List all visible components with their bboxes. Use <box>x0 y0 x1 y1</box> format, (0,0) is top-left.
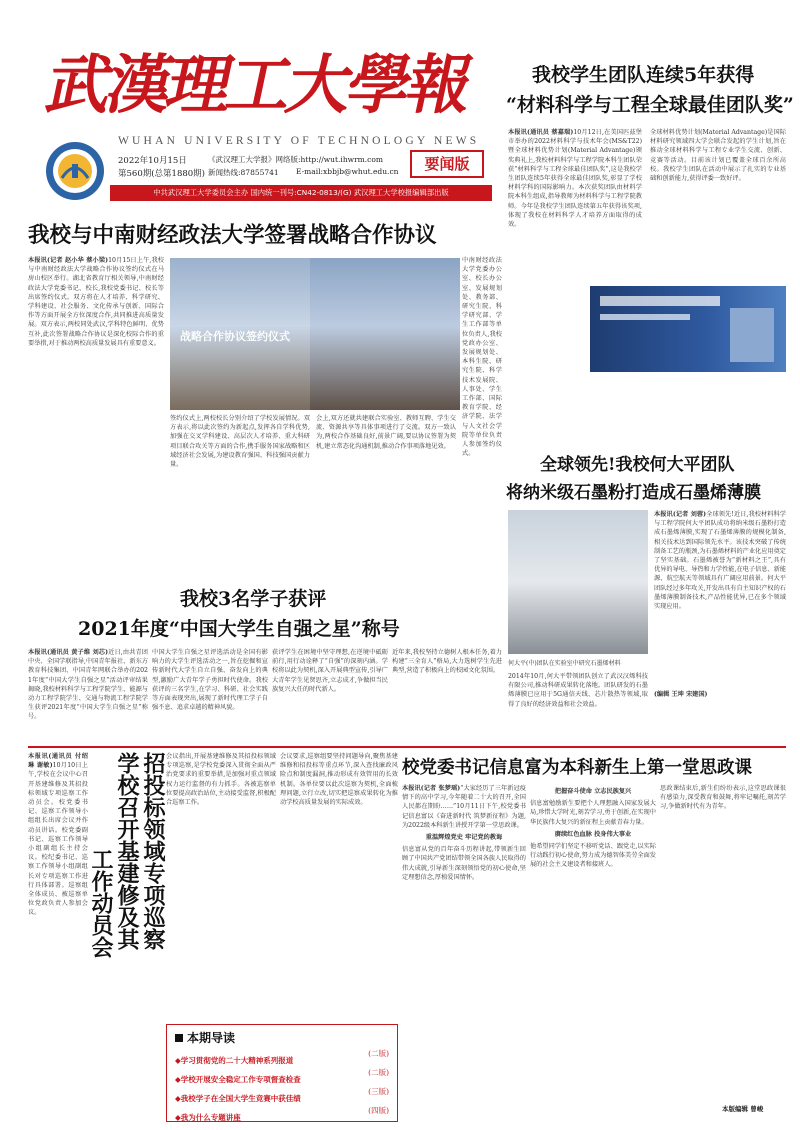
toc-title-text: 本期导读 <box>187 1031 236 1045</box>
recruitment-col-3 <box>280 752 398 982</box>
toc-square-icon <box>175 1034 183 1042</box>
self-improvement-col-1 <box>28 648 148 740</box>
top-story-col-2 <box>650 128 786 296</box>
self-improvement-col-4 <box>392 648 502 740</box>
self-improvement-byline: 本报讯(通讯员 黄子维 刘芯) <box>28 649 109 656</box>
graphene-col-2 <box>508 672 648 732</box>
self-improvement-headline-line1: 我校3名学子获评 <box>180 588 327 610</box>
agreement-photo <box>170 258 310 410</box>
first-lesson-sub3: 赓续红色血脉 投身伟大事业 <box>554 830 632 838</box>
toc-item-label: ◆学习贯彻党的二十大精神系列报道 <box>175 1056 294 1065</box>
toc-item-page: (四版) <box>368 1106 389 1115</box>
toc-item-page: (三版) <box>368 1087 389 1096</box>
recruitment-col-text <box>28 752 88 1112</box>
first-lesson-byline: 本报讯(记者 张梦瑶) <box>402 785 461 792</box>
top-story-conference-photo <box>590 286 786 372</box>
masthead-email: E-mail:xbbjb@whut.edu.cn <box>296 167 399 176</box>
toc-title <box>175 1029 389 1046</box>
graphene-col-1 <box>654 510 786 688</box>
agreement-body2: 签约仪式上,两校校长分别介绍了学校发展情况。双方表示,将以此次签约为新起点,发挥各自学科优势,加强在交叉学科建设、高层次人才培养、重大科研项目联合攻关等方面的合作,携手服务国家战略和区域经济社会发展,为建设教育强国、科技强国贡献力量。 <box>170 415 310 469</box>
first-lesson-col-1 <box>402 784 526 1114</box>
graphene-photo <box>508 510 648 654</box>
masthead-en-title: WUHAN UNIVERSITY OF TECHNOLOGY NEWS <box>118 135 480 147</box>
self-improvement-body3: 获评学生在困境中坚守理想,在逆境中砥砺前行,用行动诠释了“自强”的深刻内涵。学校将以此为契机,深入开展典型宣传,引导广大青年学生见贤思齐,立志成才,争做担当民族复兴大任的时代新人。 <box>272 649 388 693</box>
graphene-headline-line2: 将纳米级石墨粉打造成石墨烯薄膜 <box>506 483 761 503</box>
self-improvement-body4: 近年来,我校坚持立德树人根本任务,着力构建“三全育人”格局,大力选树学生先进典型,营造了积极向上的校园文化氛围。 <box>392 649 502 675</box>
top-story-body2: 全球材料优势计划(Material Advantage)是国际材料研究领域四大学会联合发起的学生计划,旨在推动全球材料科学与工程专业学生交流、创新、竞赛等活动。目前该计划已覆盖全球百余所高校。我校学生团队在活动中展示了扎实的专业基础和创新能力,获得评委一致好评。 <box>650 129 786 183</box>
first-lesson-body3: 信息富勉励新生要把个人理想融入国家发展大局,珍惜大学时光,刻苦学习,勇于创新,在实现中华民族伟大复兴的新征程上贡献青春力量。 <box>530 800 656 826</box>
agreement-body: 10月15日上午,我校与中南财经政法大学战略合作协议签约仪式在马房山校区举行。湖北省教育厅相关领导,中南财经政法大学党委书记、校长,我校党委书记、校长等出席签约仪式。双方将在人才培养、科学研究、学科建设、社会服务、文化传承与创新、国际合作等方面开展全方位深度合作,共同推进高质量发展。双方表示,两校同处武汉,学科特色鲜明、优势互补,此次签署战略合作协议是深化校际合作的重要举措,对于推动两校高质量发展具有重要意义。 <box>28 257 164 347</box>
recruitment-title-col1: 招投标领域专项巡察 <box>140 752 166 950</box>
section-divider <box>28 746 786 748</box>
graphene-photo-caption: 何大平(中)团队在实验室中研究石墨烯材料 <box>508 660 621 667</box>
agreement-photo-banner: 战略合作协议签约仪式 <box>180 330 290 343</box>
agreement-col-1 <box>28 256 164 568</box>
agreement-byline: 本报讯(记者 赵小华 蔡小梁) <box>28 257 109 264</box>
graphene-body3: 2014年10月,何大平带领团队创立了武汉汉烯科技有限公司,推动科研成果转化落地。团队研发的石墨烯薄膜已应用于5G通信天线、芯片散热等领域,取得了良好的经济效益和社会效益。 <box>508 673 648 708</box>
masthead-issue: 第560期(总第1880期) <box>118 169 205 179</box>
top-story-headline-line2: “材料科学与工程全球最佳团队奖” <box>506 94 794 116</box>
section-label: 要闻版 <box>424 155 470 173</box>
graphene-byline: 本报讯(记者 刘蓉) <box>654 511 707 518</box>
top-story-byline: 本报讯(通讯员 蔡嘉瑞) <box>508 129 574 136</box>
top-story-body1: 10月12日,在美国匹兹堡市举办的2022材料科学与技术年会(MS&T22)暨全球材料优势计划(Material Advantage)颁奖典礼上,我校材料科学与工程学院本科生团队荣获“材料科学与工程全球最佳团队奖”,这是我校学生团队连续5年获得全球最佳团队奖,彰显了学校材料学科的国际影响力。本次获奖团队由材料学院本科生组成,指导教师为材料科学与工程学院教师。今年是我校学生团队连续第五年获得该奖项,体现了我校在材料科学人才培养方面取得的成效。 <box>508 129 642 229</box>
graphene-col-3 <box>654 690 786 734</box>
toc-item-page: (二版) <box>368 1068 389 1077</box>
recruitment-body: 10月10日上午,学校在会议中心召开基建维修及其招投标领域专项巡察工作动员会。校党委书记、巡察工作领导小组组长出席会议并作动员讲话。校党委副书记、巡察工作领导小组副组长主持会议。校纪委书记、巡察工作领导小组副组长对专项巡察工作进行具体部署。巡察组全体成员、被巡察单位党政负责人参加会议。 <box>28 762 88 917</box>
toc-item[interactable] <box>175 1067 389 1086</box>
agreement-body4: 中南财经政法大学党委办公室、校长办公室、发展规划处、教务部、研究生院、科学研究部、学生工作部等单位负责人,我校党政办公室、发展规划处、本科生院、研究生院、科学技术发展院、人事处、学生工作部、国际教育学院、经济学院、法学与人文社会学院等单位负责人参加签约仪式。 <box>462 257 502 458</box>
toc-item[interactable] <box>175 1048 389 1067</box>
recruitment-title-col3: 工作动员会 <box>88 848 114 958</box>
graphene-headline-line1: 全球领先!我校何大平团队 <box>540 455 735 475</box>
toc-item-label: ◆我校学子在全国大学生竞赛中获佳绩 <box>175 1094 301 1103</box>
agreement-photo-2 <box>310 258 460 410</box>
toc-item-page: (二版) <box>368 1049 389 1058</box>
recruitment-body3: 会议要求,巡察组要坚持问题导向,聚焦基建维修和招投标等重点环节,深入查找廉政风险点和制度漏洞,推动形成有效管用的长效机制。各单位要以此次巡察为契机,全面梳理问题,立行立改,切实把巡察成果转化为推动学校高质量发展的实际成效。 <box>280 753 398 807</box>
first-lesson-body4: 他希望同学们坚定不移听党话、跟党走,以实际行动践行初心使命,努力成为德智体美劳全面发展的社会主义建设者和接班人。 <box>530 843 656 869</box>
first-lesson-body5: 思政课结束后,新生们纷纷表示,这堂思政课很有感染力,深受教育和鼓舞,将牢记嘱托,刻苦学习,争做新时代有为青年。 <box>660 785 786 811</box>
first-lesson-col-3 <box>660 784 786 1102</box>
self-improvement-body2: 中国大学生自强之星评选活动是全国有影响力的大学生评选活动之一,旨在挖掘和宣传新时代大学生自立自强、奋发向上的典型,激励广大青年学子勇担时代使命。我校获评的三名学生,在学习、科研、社会实践等方面表现突出,展现了新时代理工学子自强不息、追求卓越的精神风貌。 <box>152 649 268 712</box>
publisher-bar <box>110 185 492 201</box>
self-improvement-headline-line2: 2021年度“中国大学生自强之星”称号 <box>78 618 400 640</box>
masthead-net-edition: 《武汉理工大学报》网络版:http://wut.ihwrm.com <box>208 155 383 164</box>
university-logo-icon <box>44 140 106 202</box>
top-story-headline-line1: 我校学生团队连续5年获得 <box>532 64 755 86</box>
masthead-title: 武漢理工大學報 <box>40 48 477 123</box>
agreement-col-4 <box>462 256 502 568</box>
self-improvement-col-3 <box>272 648 388 740</box>
agreement-col-2 <box>170 414 310 568</box>
recruitment-title-col2: 学校召开基建修及其 <box>114 752 140 950</box>
toc-item-label: ◆学校开展安全稳定工作专项督查检查 <box>175 1075 301 1084</box>
toc-item[interactable] <box>175 1086 389 1105</box>
toc-item-label: ◆我为什么专题讲座 <box>175 1113 241 1122</box>
masthead-date: 2022年10月15日 <box>118 156 187 166</box>
first-lesson-credit: 本版编辑 曾峻 <box>722 1105 764 1113</box>
agreement-headline: 我校与中南财经政法大学签署战略合作协议 <box>28 223 437 248</box>
graphene-body2: 石墨烯被誉为“新材料之王”,具有优异的导电、导热和力学性能,在电子信息、新能源、航空航天等领域具有广阔应用前景。何大平团队经过多年攻关,开发出具有自主知识产权的石墨烯薄膜制备技术,产品性能优异,已在多个领域实现应用。 <box>654 557 786 611</box>
first-lesson-sub1: 重温辉煌党史 牢记党的教诲 <box>425 834 503 842</box>
recruitment-vertical-title <box>88 752 166 1112</box>
graphene-body: 全球领先!近日,我校材料科学与工程学院何大平团队成功将纳米级石墨粉打造成石墨烯薄膜,实现了石墨烯薄膜的规模化制备,相关技术达到国际领先水平。该技术突破了传统制备工艺的瓶颈,为石墨烯材料的产业化应用奠定了坚实基础。 <box>654 511 786 565</box>
first-lesson-body: “大家经历了三年新冠疫情下的高中学习,今年随着二十大的召开,全国人民都在期盼……”10月11日下午,校党委书记信息富以《奋进新时代 筑梦新征程》为题,为2022级本科新生讲授开学第一堂思政课。 <box>402 785 526 829</box>
toc-item[interactable] <box>175 1105 389 1124</box>
self-improvement-col-2 <box>152 648 268 740</box>
first-lesson-col-2 <box>530 784 656 1114</box>
toc-box <box>166 1024 398 1122</box>
section-badge <box>410 150 484 178</box>
recruitment-byline: 本报讯(通讯员 付绍琳 谢敏) <box>28 753 88 770</box>
recruitment-col-2 <box>166 752 276 982</box>
agreement-body3: 会上,双方还就共建联合实验室、教师互聘、学生交流、资源共享等具体事项进行了交流。双方一致认为,两校合作基础良好,前景广阔,要以协议签署为契机,建立常态化沟通机制,推动合作事项落地见效。 <box>316 415 456 450</box>
masthead-phone: 新闻热线:87855741 <box>208 168 279 177</box>
agreement-col-3 <box>316 414 456 568</box>
graphene-credit: (编辑 王坤 宋建国) <box>654 691 708 698</box>
self-improvement-body: 近日,由共青团中央、全国学联指导,中国青年报社、新东方教育科技集团、中国青年网联合举办的2021年度“中国大学生自强之星”活动评审结果揭晓,我校材料科学与工程学院学生、能源与动力工程学院学生、交通与物流工程学院学生获评2021年度“中国大学生自强之星”称号。 <box>28 649 148 721</box>
first-lesson-sub2: 把握奋斗使命 立志民族复兴 <box>554 788 632 795</box>
first-lesson-headline: 校党委书记信息富为本科新生上第一堂思政课 <box>402 758 752 778</box>
publisher-text: 中共武汉理工大学委员会主办 国内统一刊号:CN42-0813/(G) 武汉理工大学校报编辑部出版 <box>153 188 449 197</box>
recruitment-body2: 会议指出,开展基建维修及其招投标领域专项巡察,是学校党委深入贯彻全面从严治党要求的重要举措,是加强对重点领域权力运行监督的有力抓手。各被巡察单位要提高政治站位,主动接受监督,积极配合巡察工作。 <box>166 753 276 807</box>
first-lesson-body2: 信息富从党的百年奋斗历程讲起,带领新生回顾了中国共产党团结带领全国各族人民取得的伟大成就,引导新生深刻领悟党的初心使命,坚定理想信念,厚植爱国情怀。 <box>402 846 526 881</box>
